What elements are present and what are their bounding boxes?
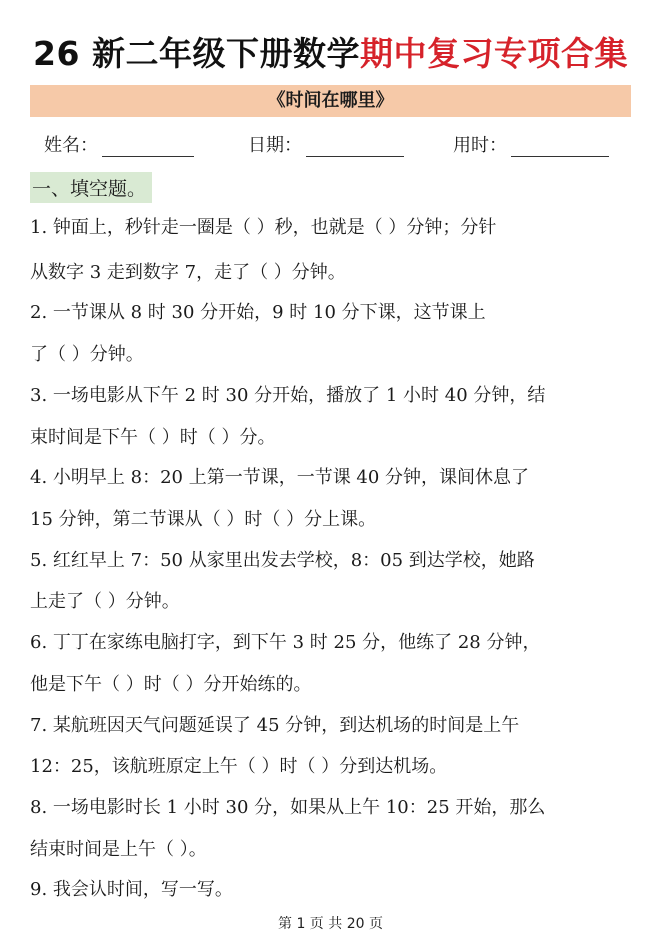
question-4-line-1: 4. 小明早上 8：20 上第一节课，一节课 40 分钟，课间休息了 — [30, 467, 530, 488]
question-1-line-1: 1. 钟面上，秒针走一圈是（ ）秒，也就是（ ）分钟；分针 — [30, 217, 497, 238]
subtitle: 《时间在哪里》 — [267, 90, 394, 111]
page-title — [0, 28, 661, 75]
question-7-line-2: 12：25，该航班原定上午（ ）时（ ）分到达机场。 — [30, 756, 448, 777]
question-2-line-1: 2. 一节课从 8 时 30 分开始，9 时 10 分下课，这节课上 — [30, 302, 486, 323]
subtitle-bar — [30, 85, 631, 117]
name-label: 姓名： — [44, 135, 98, 156]
time-used-field — [453, 131, 609, 157]
name-field — [44, 131, 194, 157]
question-5-line-2: 上走了（ ）分钟。 — [30, 591, 180, 612]
date-label: 日期： — [248, 135, 302, 156]
date-field — [248, 131, 404, 157]
time-used-blank[interactable] — [511, 138, 609, 157]
name-blank[interactable] — [102, 138, 194, 157]
question-8-line-1: 8. 一场电影时长 1 小时 30 分，如果从上午 10：25 开始，那么 — [30, 797, 546, 818]
question-6-line-1: 6. 丁丁在家练电脑打字，到下午 3 时 25 分，他练了 28 分钟， — [30, 632, 541, 653]
question-6-line-2: 他是下午（ ）时（ ）分开始练的。 — [30, 674, 312, 695]
question-2-line-2: 了（ ）分钟。 — [30, 344, 144, 365]
question-7-line-1: 7. 某航班因天气问题延误了 45 分钟，到达机场的时间是上午 — [30, 715, 520, 736]
date-blank[interactable] — [306, 138, 404, 157]
section-title: 一、填空题。 — [30, 172, 152, 203]
time-used-label: 用时： — [453, 135, 507, 156]
info-row — [0, 131, 661, 157]
question-4-line-2: 15 分钟，第二节课从（ ）时（ ）分上课。 — [30, 509, 377, 530]
question-1-line-2: 从数字 3 走到数字 7，走了（ ）分钟。 — [30, 262, 346, 283]
page-footer: 第 1 页 共 20 页 — [278, 916, 383, 932]
question-8-line-2: 结束时间是上午（ ）。 — [30, 839, 207, 860]
question-3-line-1: 3. 一场电影从下午 2 时 30 分开始，播放了 1 小时 40 分钟，结 — [30, 385, 546, 406]
title-red-part: 期中复习专项合集 — [359, 34, 628, 73]
question-3-line-2: 束时间是下午（ ）时（ ）分。 — [30, 427, 276, 448]
title-black-part: 26 新二年级下册数学 — [33, 34, 360, 73]
question-5-line-1: 5. 红红早上 7：50 从家里出发去学校，8：05 到达学校，她路 — [30, 550, 535, 571]
question-9-line-1: 9. 我会认时间，写一写。 — [30, 879, 233, 900]
